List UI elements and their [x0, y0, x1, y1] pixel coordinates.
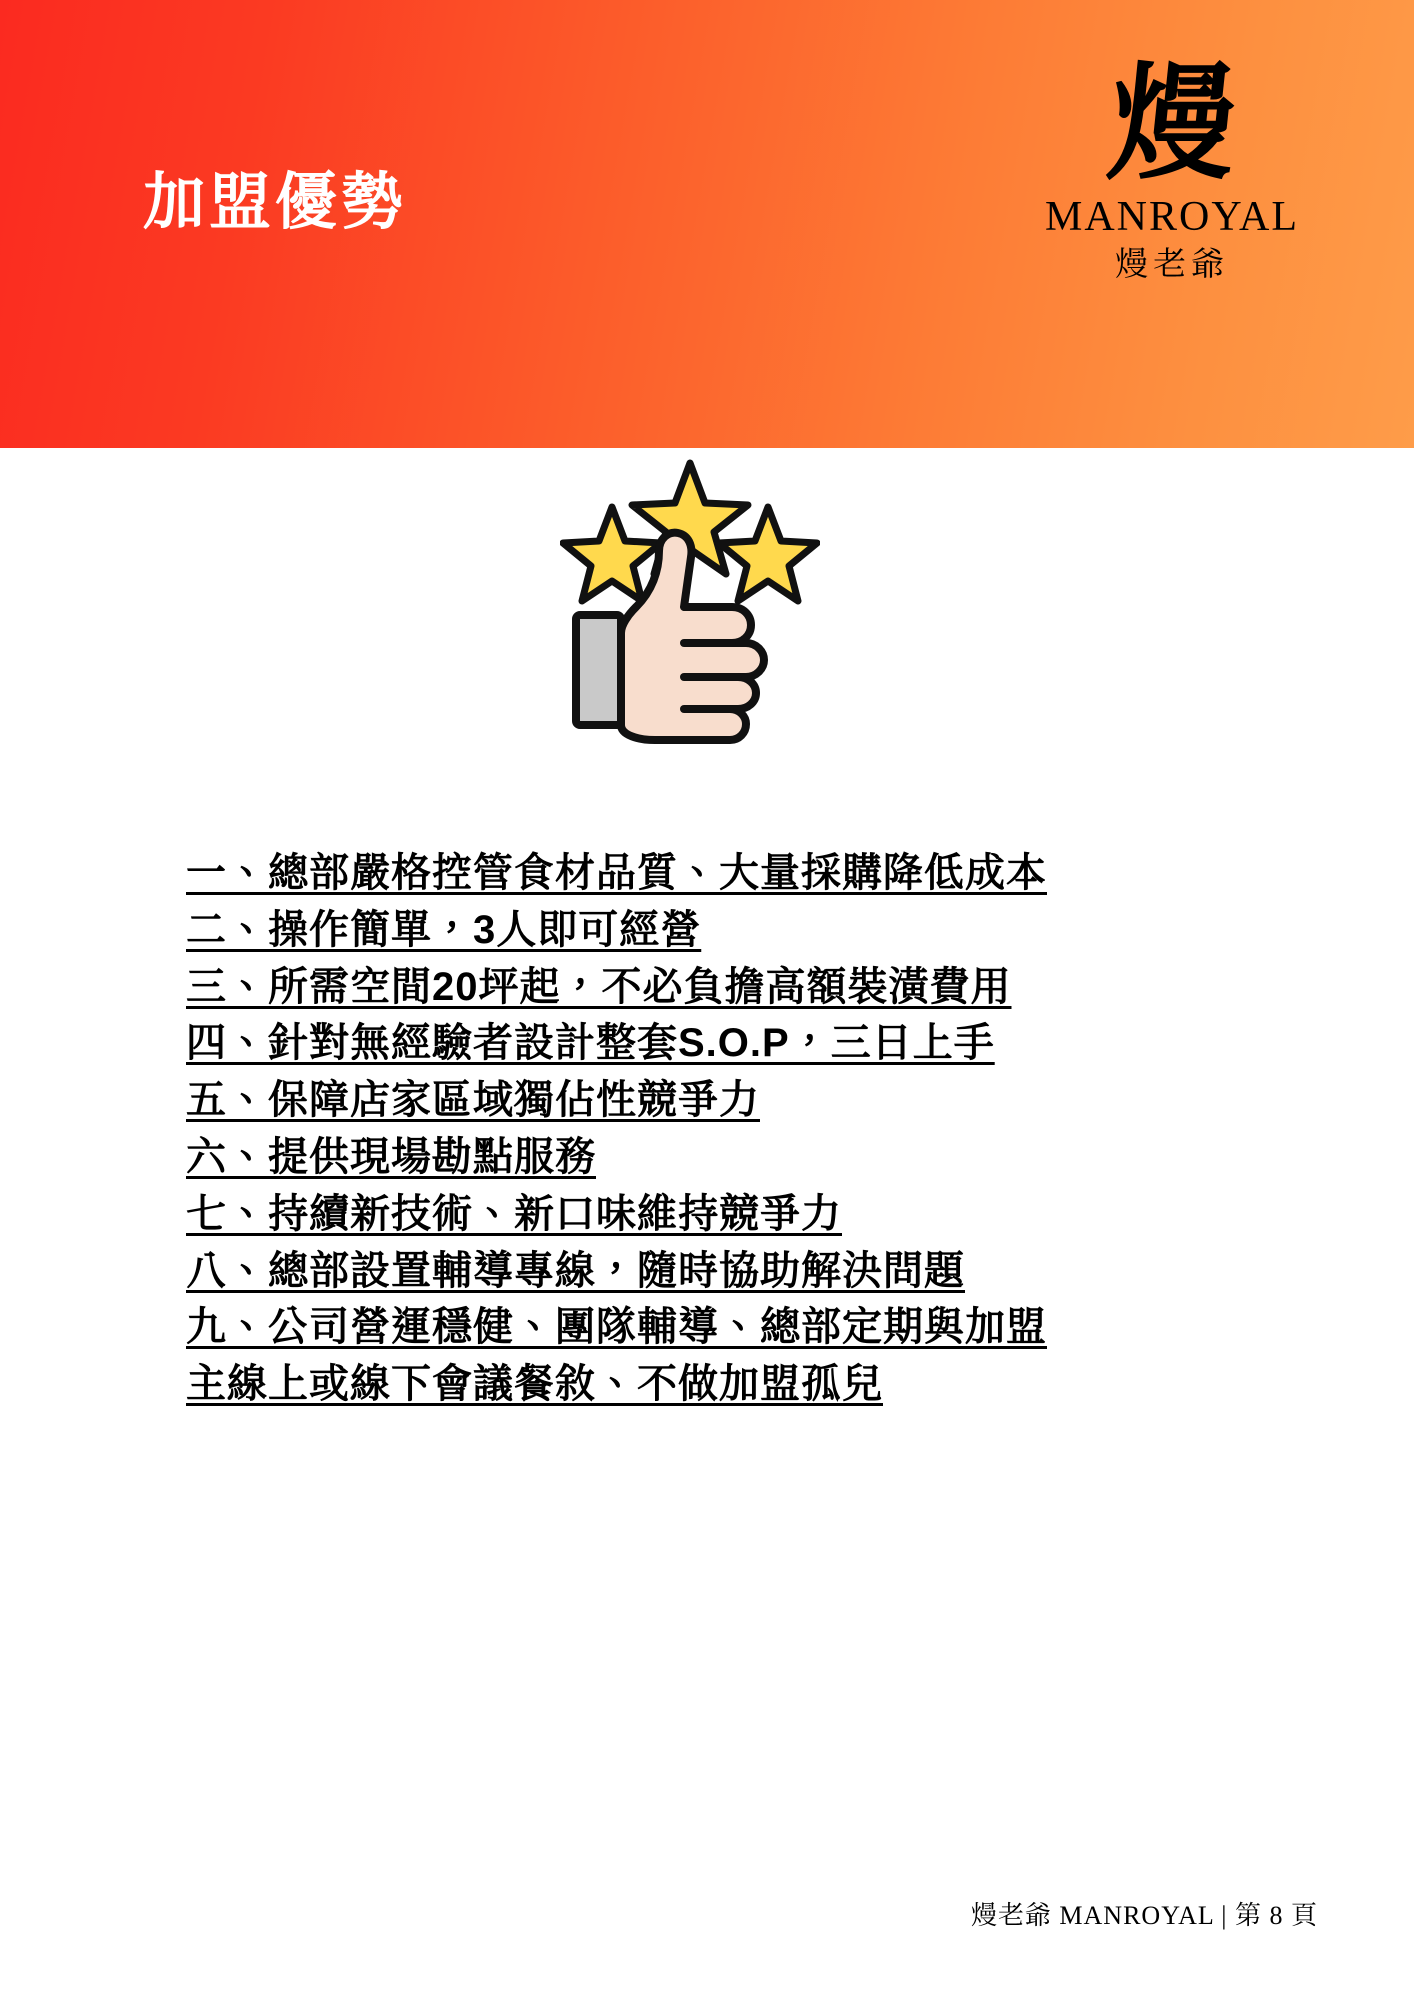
list-item-text: 四、針對無經驗者設計整套S.O.P，三日上手: [186, 1021, 995, 1066]
list-item: [186, 1072, 1246, 1129]
page-header-banner: [0, 0, 1414, 448]
list-item-text: 主線上或線下會議餐敘、不做加盟孤兒: [186, 1362, 883, 1407]
list-item: [186, 1243, 1246, 1300]
list-item-text: 七、持續新技術、新口味維持競爭力: [186, 1191, 842, 1236]
list-item-text: 六、提供現場勘點服務: [186, 1134, 596, 1179]
advantages-list: [186, 845, 1246, 1413]
list-item: [186, 959, 1246, 1016]
list-item: [186, 902, 1246, 959]
logo-chinese-name: 熳老爺: [1115, 247, 1229, 284]
list-item-text: 八、總部設置輔導專線，隨時協助解決問題: [186, 1248, 965, 1293]
list-item-text: 二、操作簡單，3人即可經營: [186, 907, 702, 952]
page-footer: 熳老爺 MANROYAL | 第 8 頁: [970, 1901, 1318, 1930]
list-item: [186, 1356, 1246, 1413]
list-item-text: 一、總部嚴格控管食材品質、大量採購降低成本: [186, 851, 1047, 895]
list-item: [186, 1186, 1246, 1243]
list-item-text: 三、所需空間20坪起，不必負擔高額裝潢費用: [186, 964, 1012, 1009]
list-item: [186, 845, 1246, 902]
list-item: [186, 1299, 1246, 1356]
logo-english-name: MANROYAL: [1044, 194, 1299, 241]
list-item-text: 五、保障店家區域獨佔性競爭力: [186, 1078, 760, 1123]
logo-calligraphy-mark: 熳: [1101, 56, 1243, 195]
list-item: [186, 1129, 1246, 1186]
list-item: [186, 1015, 1246, 1072]
page-title: 加盟優勢: [143, 168, 408, 237]
thumbs-up-icon: [560, 455, 820, 755]
brand-logo: [1022, 56, 1322, 286]
list-item-text: 九、公司營運穩健、團隊輔導、總部定期與加盟: [186, 1305, 1047, 1350]
